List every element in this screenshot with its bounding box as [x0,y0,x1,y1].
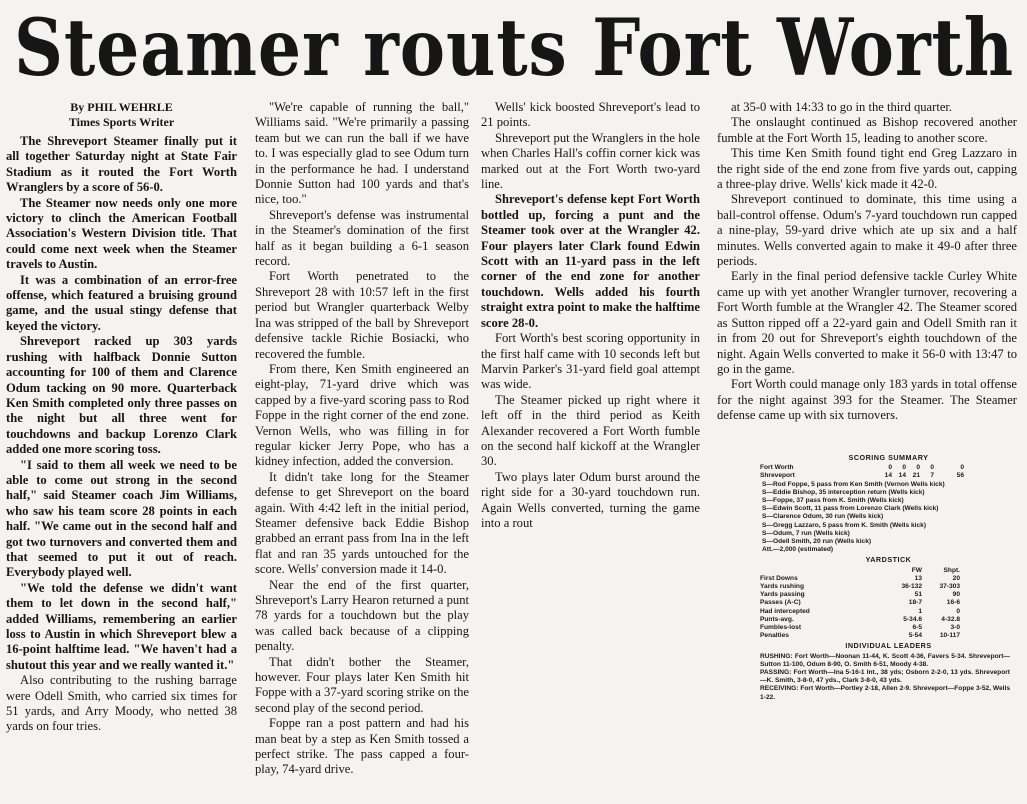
stat-label: Fumbles-lost [760,624,802,632]
paragraph: Fort Worth penetrated to the Shreveport 28 with 10:57 left in the first period but Wrangler quarterback Welby Ina was stripped of the ball by Shreveport defensive tackle Richie Bosiacki, who recovered the fumble. [255,269,469,361]
headline: Steamer routs Fort Worth [14,1,1015,94]
yardstick-row [760,616,960,624]
stat-label: Passes (A-C) [760,599,801,607]
paragraph: Fort Worth's best scoring opportunity in the first half came with 10 seconds left but Marvin Parker's 31-yard field goal attempt was wide. [481,331,700,392]
yardstick-row [760,608,960,616]
scoring-summary-heading: SCORING SUMMARY [848,453,929,462]
score-row-shreveport [760,472,1017,480]
attendance: Att.—2,000 (estimated) [762,546,834,554]
stat-fw: 5-54 [908,632,922,640]
paragraph: Shreveport put the Wranglers in the hole when Charles Hall's coffin corner kick was marked out at the Fort Worth two-yard line. [481,130,700,192]
stat-shpt: 10-117 [939,632,960,640]
column-header: Shpt. [943,566,960,574]
scoring-play: S—Odum, 7 run (Wells kick) [762,529,850,537]
scoring-play: S—Clarence Odum, 30 run (Wells kick) [762,513,884,521]
paragraph: It was a combination of an error-free offense, which featured a bruising ground game, and the usual stingy defense that keyed the victory. [6,272,237,333]
stat-fw: 18-7 [908,599,922,607]
paragraph: "We told the defense we didn't want them to let down in the second half," added Williams, remembering an earlier loss to Austin in which Shreveport blew a 16-point halftime lead. "We haven't had a shutout this year and we really wanted it." [6,580,237,672]
yardstick-heading: YARDSTICK [865,555,912,565]
paragraph: Foppe ran a post pattern and had his man beat by a step as Ken Smith tossed a perfect strike. The pass capped a four-play, 74-yard drive. [255,716,469,777]
stat-label: Had intercepted [760,607,810,615]
byline [6,100,237,130]
team-name: Fort Worth [760,464,794,472]
stat-fw: 13 [914,574,922,582]
paragraph: Wells' kick boosted Shreveport's lead to 21 points. [481,100,700,130]
paragraph: Fort Worth could manage only 183 yards in total offense for the night against 393 for the Steamer. The Steamer defense came up with six turnovers. [717,377,1017,423]
paragraph: "We're capable of running the ball," Williams said. "We're primarily a passing team but we can run the ball if we have to. I was especially glad to see Odum turn in the performance he had. I understand Donnie Sutton had 100 yards and that's nice, too." [255,100,469,207]
stat-fw: 51 [914,591,922,599]
stats-box [760,452,1017,802]
quarter-score: 0 [902,464,906,472]
stat-shpt: 4-32.8 [941,615,960,623]
paragraph: Shreveport continued to dominate, this time using a ball-control offense. Odum's 7-yard touchdown run capped a nine-play, 59-yard drive which ate up six and a half minutes. Wells converted again to make it 49-0 after three periods. [717,192,1017,269]
paragraph: Shreveport racked up 303 yards rushing with halfback Donnie Sutton accounting for 100 of them and Clarence Odum tacking on 90 more. Quarterback Ken Smith completed only three passes on the night but all three went for touchdowns and backup Lorenzo Clark added one more scoring toss. [6,334,237,457]
score-row-fort-worth [760,464,1017,472]
paragraph: "I said to them all week we need to be able to come out strong in the second half," said Steamer coach Jim Williams, who saw his team score 28 points in each half. "We came out in the second half and got two turnovers and converted them and that seemed to put it out of reach. Everybody played well. [6,457,237,580]
leaders-passing: PASSING: Fort Worth—Ina 5-16-1 Int., 38 yds; Osborn 2-2-0, 13 yds. Shreveport—K. Smith, 3-8-0, 47 yds., Clark 3-8-0, 43 yds. [760,669,1010,685]
stat-label: Penalties [760,632,789,640]
quarter-score: 14 [884,472,892,480]
yardstick-row [760,599,960,607]
scoring-play: S—Rod Foppe, 5 pass from Ken Smith (Vernon Wells kick) [762,480,945,488]
yardstick-row [760,575,960,583]
yardstick-row [760,583,960,591]
paragraph: The Shreveport Steamer finally put it all together Saturday night at State Fair Stadium as it routed the Fort Worth Wranglers by a score of 56-0. [6,134,237,195]
team-name: Shreveport [760,472,795,480]
stat-shpt: 3-0 [950,624,960,632]
scoring-play: S—Gregg Lazzaro, 5 pass from K. Smith (Wells kick) [762,521,927,529]
scoring-play: S—Odell Smith, 20 run (Wells kick) [762,538,872,546]
stat-shpt: 20 [952,574,960,582]
leaders-receiving: RECEIVING: Fort Worth—Portley 2-18, Allen 2-9. Shreveport—Foppe 3-52, Wells 1-22. [760,685,1010,701]
paragraph: The Steamer now needs only one more victory to clinch the American Football Association's Western Division title. That could come next week when the Steamer travels to Austin. [6,195,237,272]
quarter-score: 0 [888,464,892,472]
quarter-score: 0 [916,464,920,472]
stat-fw: 5-34.6 [903,615,922,623]
paragraph: This time Ken Smith found tight end Greg Lazzaro in the right side of the end zone from five yards out, capping a three-play drive. Wells' kick made it 42-0. [717,146,1017,192]
stat-label: Punts-avg. [760,615,794,623]
stat-label: Yards rushing [760,583,804,591]
stat-label: First Downs [760,574,798,582]
paragraph: The onslaught continued as Bishop recovered another fumble at the Fort Worth 15, leading to another score. [717,115,1017,145]
yardstick-header-row [760,567,960,575]
scoring-play: S—Foppe, 37 pass from K. Smith (Wells kick) [762,497,904,505]
paragraph: It didn't take long for the Steamer defense to get Shreveport on the board again. With 4:42 left in the initial period, Steamer defensive back Eddie Bishop grabbed an errant pass from Ina in the left flat and ran 35 yards untouched for the score. Wells' conversion made it 14-0. [255,469,469,577]
paragraph: From there, Ken Smith engineered an eight-play, 71-yard drive which was capped by a five-yard scoring pass to Rod Foppe in the right corner of the end zone. Vernon Wells, who was filling in for regular kicker Jerry Pope, who has a kidney infection, added the conversion. [255,361,469,469]
quarter-score: 21 [912,472,920,480]
scoring-play: S—Eddie Bishop, 35 interception return (Wells kick) [762,488,925,496]
paragraph: Two plays later Odum burst around the right side for a 30-yard touchdown run. Again Wells converted, turning the game into a rout [481,469,700,530]
scoring-play: S—Edwin Scott, 11 pass from Lorenzo Clark (Wells kick) [762,505,939,513]
stat-shpt: 37-303 [939,583,960,591]
stat-shpt: 16-6 [946,599,960,607]
stat-shpt: 0 [956,607,960,615]
yardstick-row [760,624,960,632]
paragraph: Shreveport's defense kept Fort Worth bottled up, forcing a punt and the Steamer took over at the Wrangler 42. Four players later Clark found Edwin Scott with an 11-yard pass in the left corner of the end zone for another touchdown. Wells added his fourth straight extra point to make the halftime score 28-0. [481,192,700,330]
paragraph: Also contributing to the rushing barrage were Odell Smith, who carried six times for 51 yards, and Arry Moody, who netted 38 yards on four tries. [6,673,237,734]
paragraph: at 35-0 with 14:33 to go in the third quarter. [731,100,953,114]
paragraph: Early in the final period defensive tackle Curley White came up with yet another Wrangler turnover, recovering a Fort Worth fumble at the Wrangler 42. The Steamer scored as Sutton ripped off a 22-yard gain and Odell Smith ran it in from 20 out for Shreveport's eighth touchdown of the night. Again Wells converted to make it 56-0 with 13:47 to go in the game. [717,269,1017,376]
quarter-score: 14 [898,472,906,480]
leaders-heading: INDIVIDUAL LEADERS [845,641,932,651]
yardstick-row [760,591,960,599]
column-3 [481,100,700,531]
stat-fw: 36-132 [901,583,922,591]
stat-fw: 1 [918,607,922,615]
byline-title: Times Sports Writer [68,115,175,129]
yardstick-row [760,632,960,640]
byline-author: By PHIL WEHRLE [70,100,173,114]
paragraph: That didn't bother the Steamer, however. Four plays later Ken Smith hit Foppe with a 37-yard scoring strike on the second play of the second period. [255,654,469,715]
quarter-score: 0 [930,464,934,472]
stat-label: Yards passing [760,591,805,599]
quarter-score: 7 [930,472,934,480]
leaders-rushing: RUSHING: Fort Worth—Noonan 11-44, K. Scott 4-36, Favers 5-34. Shreveport—Sutton 11-100, Odum 8-90, O. Smith 6-51, Moody 4-38. [760,652,1010,668]
column-4 [717,100,1017,424]
final-score: 0 [960,464,964,472]
final-score: 56 [956,472,964,480]
stat-fw: 6-5 [912,624,922,632]
column-2 [255,100,469,778]
paragraph: Shreveport's defense was instrumental in the Steamer's domination of the first half as it began building a 6-1 season record. [255,207,469,269]
column-header: FW [911,566,922,574]
paragraph: Near the end of the first quarter, Shreveport's Larry Hearon returned a punt 78 yards for a touchdown but the play was called back because of a clipping penalty. [255,577,469,654]
paragraph: The Steamer picked up right where it left off in the third period as Keith Alexander recovered a Fort Worth fumble on the second half kickoff at the Wrangler 30. [481,392,700,469]
stat-shpt: 90 [952,591,960,599]
column-1 [6,100,237,735]
